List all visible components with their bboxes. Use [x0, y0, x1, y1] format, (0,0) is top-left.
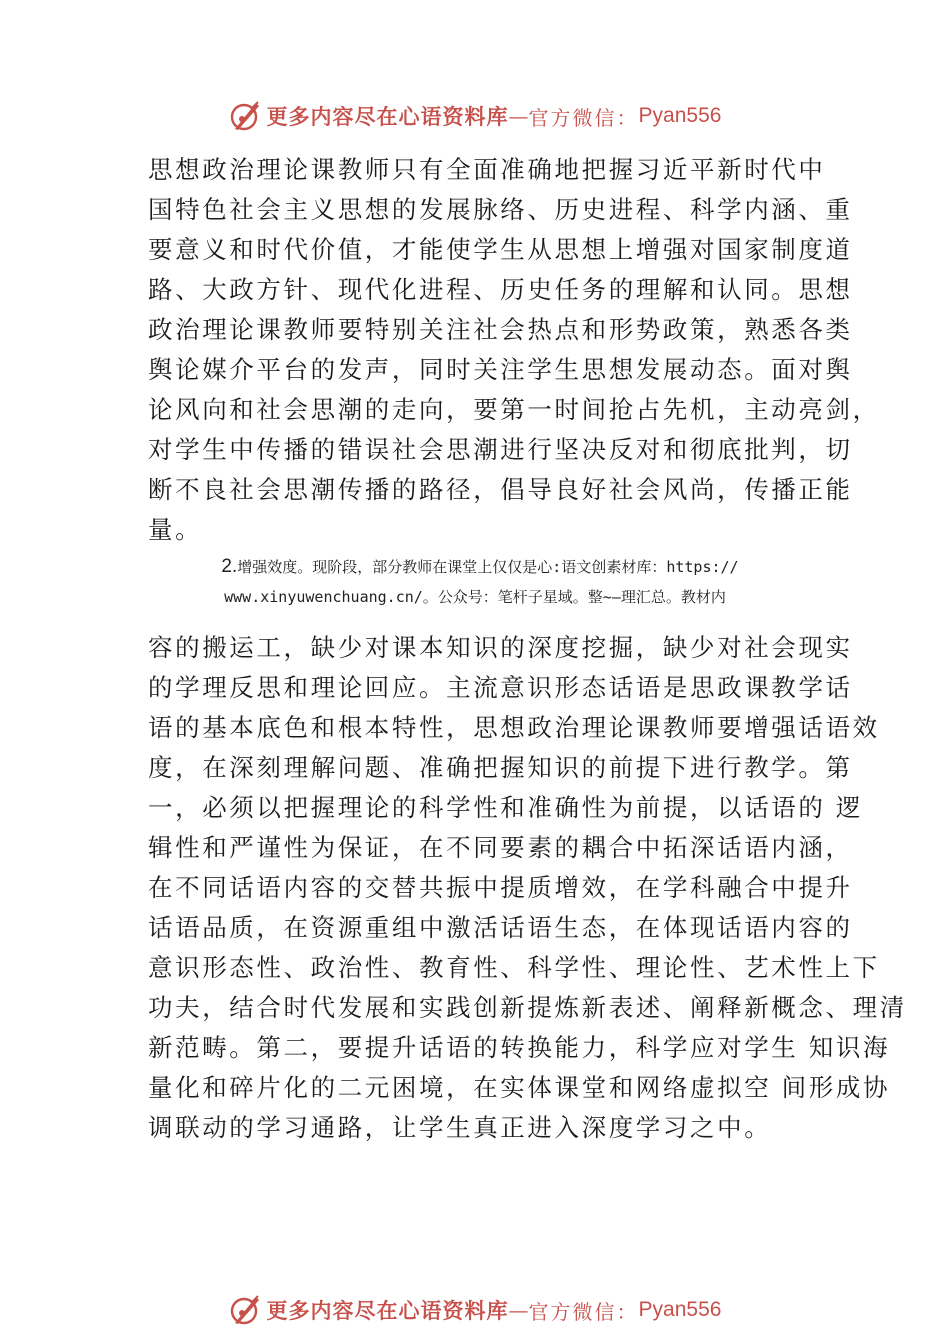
text-line: 意识形态性、政治性、教育性、科学性、理论性、艺术性上下: [148, 953, 880, 982]
text-line: 调联动的学习通路，让学生真正进入深度学习之中。: [148, 1113, 772, 1142]
quill-pen-logo-icon: [229, 99, 263, 133]
text-line: 容的搬运工，缺少对课本知识的深度挖掘，缺少对社会现实: [148, 633, 853, 662]
text-line: 思想政治理论课教师只有全面准确地把握习近平新时代中: [148, 155, 826, 184]
text-line: 功夫，结合时代发展和实践创新提炼新表述、阐释新概念、理清: [148, 993, 907, 1022]
section-2-text-1: 增强效度。现阶段，部分教师在课堂上仅仅是心:语文创素材库：https://: [237, 558, 739, 576]
text-line: 新范畴。第二，要提升话语的转换能力，科学应对学生 知识海: [148, 1033, 891, 1062]
banner-wechat-id: Pyan556: [638, 1298, 722, 1321]
text-line: 量化和碎片化的二元困境，在实体课堂和网络虚拟空 间形成协: [148, 1073, 891, 1102]
text-line: 在不同话语内容的交替共振中提质增效，在学科融合中提升: [148, 873, 853, 902]
banner-brand-text: 更多内容尽在心语资料库: [266, 1298, 509, 1323]
text-line: 的学理反思和理论回应。主流意识形态话语是思政课教学话: [148, 673, 853, 702]
text-line: 度，在深刻理解问题、准确把握知识的前提下进行教学。第: [148, 753, 853, 782]
section-2-line-2: www.xinyuwenchuang.cn/。公众号：笔杆子星域。整~—理汇总。教材内: [224, 588, 726, 606]
section-2-heading: [0, 552, 950, 612]
banner-wechat-label: 官方微信：: [528, 1299, 639, 1324]
banner-dash: —: [508, 1298, 529, 1322]
text-line: 辑性和严谨性为保证，在不同要素的耦合中拓深话语内涵，: [148, 833, 853, 862]
paragraph-1: [148, 150, 880, 550]
text-line: 话语品质，在资源重组中激活话语生态，在体现话语内容的: [148, 913, 853, 942]
text-line: 对学生中传播的错误社会思潮进行坚决反对和彻底批判，切: [148, 435, 853, 464]
quill-pen-logo-icon: [229, 1293, 263, 1327]
text-line: 路、大政方针、现代化进程、历史任务的理解和认同。思想: [148, 275, 853, 304]
text-line: 一，必须以把握理论的科学性和准确性为前提，以话语的 逻: [148, 793, 863, 822]
section-number: 2.: [221, 556, 238, 577]
banner-brand-text: 更多内容尽在心语资料库: [266, 104, 509, 129]
text-line: 量。: [148, 515, 203, 544]
footer-banner: [0, 1290, 950, 1330]
header-banner: [0, 96, 950, 136]
section-2-line-1: [0, 552, 950, 582]
text-line: 国特色社会主义思想的发展脉络、历史进程、科学内涵、重: [148, 195, 853, 224]
text-line: 语的基本底色和根本特性，思想政治理论课教师要增强话语效: [148, 713, 880, 742]
text-line: 断不良社会思潮传播的路径，倡导良好社会风尚，传播正能: [148, 475, 853, 504]
banner-wechat-id: Pyan556: [638, 104, 722, 127]
banner-wechat-label: 官方微信：: [528, 105, 639, 130]
paragraph-2: [148, 628, 907, 1148]
text-line: 要意义和时代价值，才能使学生从思想上增强对国家制度道: [148, 235, 853, 264]
text-line: 舆论媒介平台的发声，同时关注学生思想发展动态。面对舆: [148, 355, 853, 384]
text-line: 论风向和社会思潮的走向，要第一时间抢占先机，主动亮剑，: [148, 395, 880, 424]
banner-dash: —: [508, 104, 529, 128]
text-line: 政治理论课教师要特别关注社会热点和形势政策，熟悉各类: [148, 315, 853, 344]
